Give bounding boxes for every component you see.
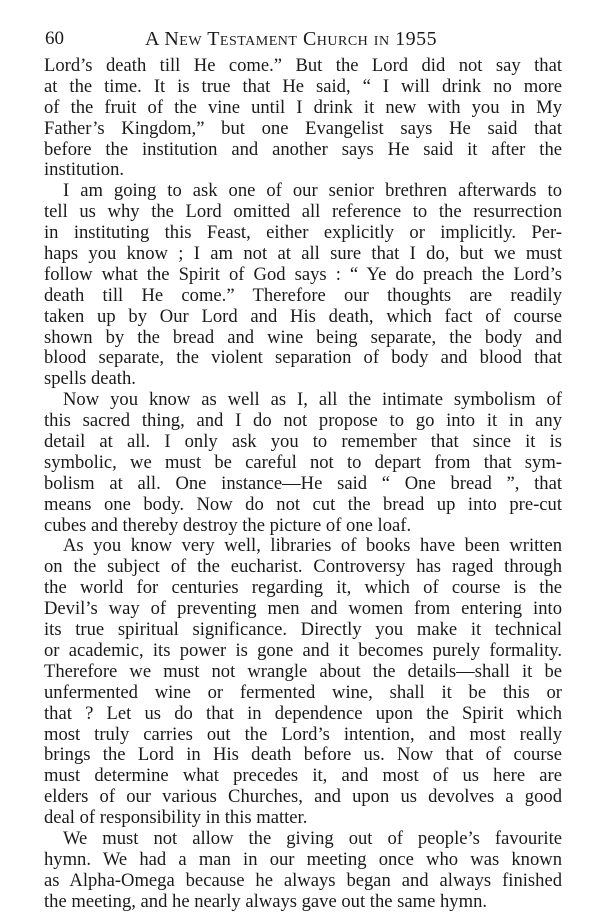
text-line: this sacred thing, and I do not propose to go into it in any [44, 410, 562, 432]
running-header [45, 28, 562, 52]
text-line: the meeting, and he nearly always gave out the same hymn. [44, 890, 488, 912]
text-line: elders of our various Churches, and upon us devolves a good [44, 786, 562, 808]
text-line: on the subject of the eucharist. Controversy has raged through [44, 556, 562, 578]
text-line: or academic, its power is gone and it becomes purely formality. [44, 639, 562, 661]
paragraph [44, 181, 562, 390]
text-line: deal of responsibility in this matter. [44, 807, 308, 829]
text-line: symbolic, we must be careful not to depart from that sym- [44, 451, 562, 473]
running-title: A New Testament Church in 1955 [145, 28, 438, 50]
text-line: before the institution and another says He said it after the [44, 138, 562, 160]
text-line: cubes and thereby destroy the picture of one loaf. [44, 514, 412, 536]
text-line: shown by the bread and wine being separate, the body and [44, 326, 562, 348]
text-line: Father’s Kingdom,” but one Evangelist says He said that [44, 117, 562, 139]
text-line: blood separate, the violent separation of body and blood that [44, 347, 562, 369]
text-line: its true spiritual significance. Directly you make it technical [44, 619, 562, 641]
text-line: brings the Lord in His death before us. Now that of course [44, 744, 562, 766]
text-line: of the fruit of the vine until I drink it new with you in My [44, 96, 562, 118]
text-line: in instituting this Feast, either explicitly or implicitly. Per- [44, 222, 562, 244]
text-line: hymn. We had a man in our meeting once who was known [44, 848, 562, 870]
text-line: taken up by Our Lord and His death, which fact of course [44, 305, 562, 327]
text-line: Therefore we must not wrangle about the details—shall it be [44, 660, 562, 682]
text-line: haps you know ; I am not at all sure that I do, but we must [44, 243, 562, 265]
text-line: Now you know as well as I, all the intimate symbolism of [63, 389, 562, 411]
page-number: 60 [45, 28, 64, 49]
text-line: means one body. Now do not cut the bread up into pre-cut [44, 493, 562, 515]
text-line: As you know very well, libraries of books have been written [63, 535, 562, 557]
text-line: institution. [44, 159, 125, 181]
text-line: follow what the Spirit of God says : “ Ye do preach the Lord’s [44, 263, 562, 285]
text-line: bolism at all. One instance—He said “ One bread ”, that [44, 472, 562, 494]
text-line: at the time. It is true that He said, “ I will drink no more [44, 75, 562, 97]
paragraph [44, 829, 562, 913]
text-line: must determine what precedes it, and most of us here are [44, 765, 562, 787]
text-line: spells death. [44, 368, 136, 390]
text-line: most truly carries out the Lord’s intention, and most really [44, 723, 562, 745]
text-line: Lord’s death till He come.” But the Lord did not say that [44, 55, 562, 76]
text-line: the world for centuries regarding it, which of course is the [44, 577, 562, 599]
paragraph [44, 56, 562, 181]
text-line: that ? Let us do that in dependence upon the Spirit which [44, 702, 562, 724]
paragraph [44, 536, 562, 828]
text-line: We must not allow the giving out of people’s favourite [63, 827, 562, 849]
body-text [44, 56, 562, 913]
text-line: Devil’s way of preventing men and women from entering into [44, 598, 562, 620]
text-line: as Alpha-Omega because he always began and always finished [44, 869, 562, 891]
text-line: tell us why the Lord omitted all reference to the resurrection [44, 201, 562, 223]
text-line: death till He come.” Therefore our thoughts are readily [44, 284, 562, 306]
text-line: unfermented wine or fermented wine, shall it be this or [44, 681, 562, 703]
paragraph [44, 390, 562, 536]
text-line: I am going to ask one of our senior brethren afterwards to [63, 180, 562, 202]
text-line: detail at all. I only ask you to remember that since it is [44, 431, 562, 453]
